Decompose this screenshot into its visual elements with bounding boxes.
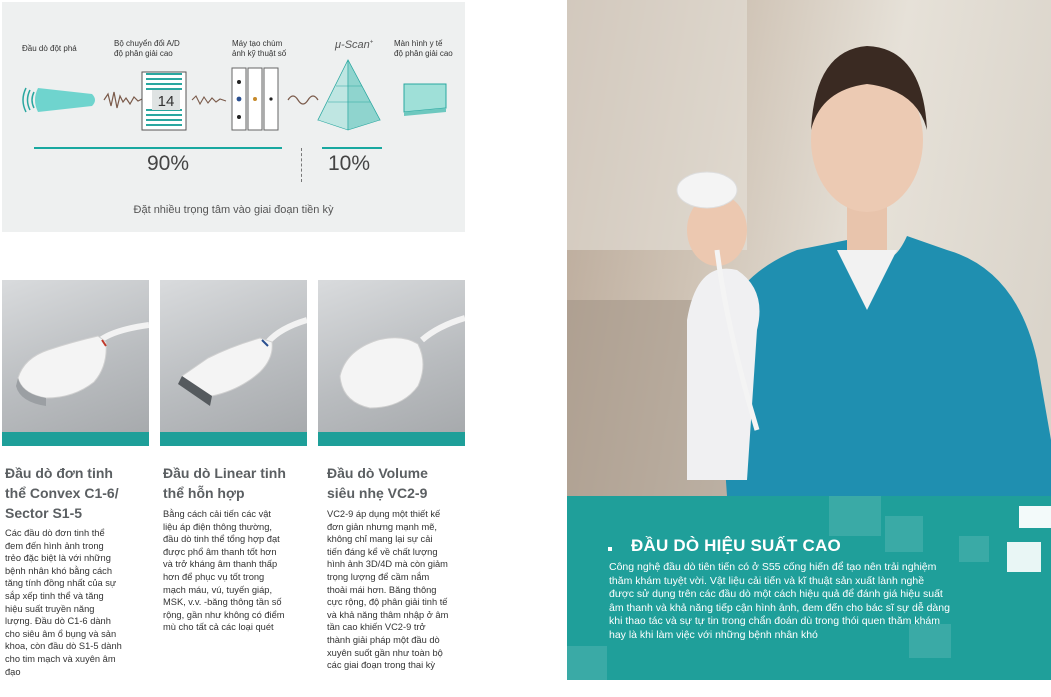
diagram-caption: Đặt nhiều trọng tâm vào giai đoạn tiền kỳ — [133, 204, 334, 216]
linear-probe-image — [160, 280, 307, 432]
adc-bit-depth: 14 — [157, 93, 175, 110]
sine-wave — [288, 96, 318, 104]
product-photo-volume — [318, 280, 465, 446]
body-line: âm thanh và khả năng tiếp cận hình ảnh, đem đến cho bác sĩ sự dễ dàng — [609, 601, 950, 614]
desc-line: hình ảnh 3D/4D mà còn giảm — [327, 559, 448, 570]
title-line: siêu nhẹ VC2-9 — [327, 485, 428, 501]
product-title-linear — [163, 463, 286, 503]
desc-line: bệnh nhân khó bằng cách — [5, 565, 113, 576]
decor-square — [885, 516, 923, 552]
title-line: Đầu dò Linear tinh — [163, 465, 286, 481]
desc-line: trẻo đặc biệt là với những — [5, 553, 111, 564]
raw-signal-wave — [104, 92, 142, 108]
photo-strip — [160, 432, 307, 446]
desc-line: Các đầu dò đơn tinh thể — [5, 528, 105, 538]
desc-line: liệu áp điện thông thường, — [163, 521, 272, 532]
desc-line: thoải mái hơn. Băng thông — [327, 584, 437, 595]
signal-chain-graphic — [2, 2, 465, 152]
digital-signal-wave — [192, 96, 226, 104]
decor-square — [829, 496, 881, 536]
feature-banner — [567, 496, 1051, 680]
desc-line: rộng, gần như không có điểm — [163, 609, 285, 620]
title-line: Sector S1-5 — [5, 505, 83, 521]
decor-square — [1019, 506, 1051, 528]
desc-line: các giai đoạn trong thai kỳ — [327, 660, 436, 671]
body-line: hay là khi làm việc với những bệnh nhân khó — [609, 628, 818, 641]
front-end-bar — [34, 147, 282, 149]
decor-square — [959, 536, 989, 562]
product-desc-volume — [327, 508, 448, 672]
desc-line: mù cho tất cả các loại quét — [163, 622, 274, 633]
product-photo-linear — [160, 280, 307, 446]
desc-line: được phổ âm thanh tốt hơn — [163, 546, 277, 557]
product-title-convex — [5, 463, 119, 523]
product-title-volume — [327, 463, 428, 503]
signal-chain-diagram — [2, 2, 465, 232]
desc-line: thành giải pháp một đầu dò — [327, 634, 440, 645]
desc-line: sắp xếp tinh thể và tăng — [5, 590, 104, 601]
volume-probe-image — [318, 280, 465, 432]
desc-line: tiến đáng kể về chất lượng — [327, 546, 438, 557]
product-photo-convex — [2, 280, 149, 446]
uscan-text: μ-Scan — [335, 39, 370, 51]
title-line: Đầu dò Volume — [327, 465, 428, 481]
desc-line: hơn để phục vụ tốt trong — [163, 571, 265, 582]
desc-line: mạch máu, vú, tuyến giáp, — [163, 584, 273, 595]
nurse-illustration — [567, 0, 1051, 496]
desc-line: MSK, v.v. -băng thông tần số — [163, 597, 282, 608]
stage-label-monitor: Màn hình y tế độ phân giải cao — [394, 39, 453, 58]
convex-probe-image — [2, 280, 149, 432]
decor-square — [567, 646, 607, 680]
back-end-bar — [322, 147, 382, 149]
product-desc-convex — [5, 527, 122, 678]
body-line: thăm khám tuyệt vời. Vật liệu cải tiến và kĩ thuật sản xuất lành nghề — [609, 574, 925, 587]
title-line: thể Convex C1-6/ — [5, 485, 119, 501]
body-line: Công nghệ đầu dò tiên tiến có ở S55 cống hiến để tạo nên trải nghiệm — [609, 561, 937, 573]
photo-strip — [2, 432, 149, 446]
title-line: thể hỗn hợp — [163, 485, 245, 501]
banner-title: ĐẦU DÒ HIỆU SUẤT CAO — [631, 536, 841, 555]
front-end-percent: 90% — [147, 152, 190, 175]
desc-line: cho tim mạch và xuyên âm — [5, 653, 116, 664]
desc-line: xuyên suốt gần như toàn bộ — [327, 647, 443, 658]
desc-line: đem đến hình ảnh trong — [5, 540, 104, 551]
title-bullet — [608, 547, 612, 551]
probe-icon — [23, 88, 95, 112]
monitor-icon — [404, 84, 446, 116]
desc-line: hiệu suất truyền năng — [5, 603, 95, 614]
title-line: Đầu dò đơn tinh — [5, 465, 113, 481]
beamformer-icon — [232, 68, 278, 130]
desc-line: lượng. Đầu dò C1-6 dành — [5, 616, 111, 627]
photo-strip — [318, 432, 465, 446]
desc-line: đơn giản nhưng mạnh mẽ, — [327, 521, 438, 532]
stage-label-probe: Đầu dò đột phá — [22, 44, 77, 53]
desc-line: và khả năng thâm nhập ở âm — [327, 609, 449, 620]
desc-line: tăng tính đồng nhất của sự — [5, 578, 117, 589]
desc-line: cực rộng, độ phân giải tinh tế — [327, 597, 448, 608]
stage-label-beamformer: Máy tạo chùm ảnh kỹ thuật số — [232, 39, 287, 58]
desc-line: cho siêu âm ổ bụng và sản — [5, 628, 117, 639]
desc-line: đầu dò tinh thể tổng hợp đạt — [163, 534, 280, 545]
desc-line: tần cao khiến VC2-9 trở — [327, 622, 426, 633]
desc-line: không chỉ mang lại sự cải — [327, 534, 433, 545]
stage-label-adc: Bộ chuyển đổi A/D độ phân giải cao — [114, 39, 180, 58]
banner-body — [609, 561, 989, 642]
uscan-mark: + — [369, 39, 374, 46]
decor-square — [1007, 542, 1041, 572]
desc-line: trọng lượng để cầm nắm — [327, 571, 430, 582]
uscan-pyramid-icon — [318, 60, 380, 130]
body-line: được sử dụng trên các đầu dò một cách hiệu quả để đánh giá hiệu suất — [609, 588, 943, 600]
desc-line: Bằng cách cải tiến các vật — [163, 509, 272, 519]
back-end-percent: 10% — [328, 152, 371, 175]
desc-line: và trở kháng âm thanh thấp — [163, 559, 278, 570]
desc-line: khoa, còn đầu dò S1-5 dành — [5, 641, 122, 652]
stage-divider — [301, 148, 302, 182]
product-desc-linear — [163, 508, 284, 634]
hero-photo-nurse — [567, 0, 1051, 496]
body-line: khi thao tác và sự tự tin trong chẩn đoán dù trong thói quen thăm khám — [609, 615, 941, 627]
desc-line: đạo — [5, 666, 21, 677]
desc-line: VC2-9 áp dụng một thiết kế — [327, 509, 441, 519]
